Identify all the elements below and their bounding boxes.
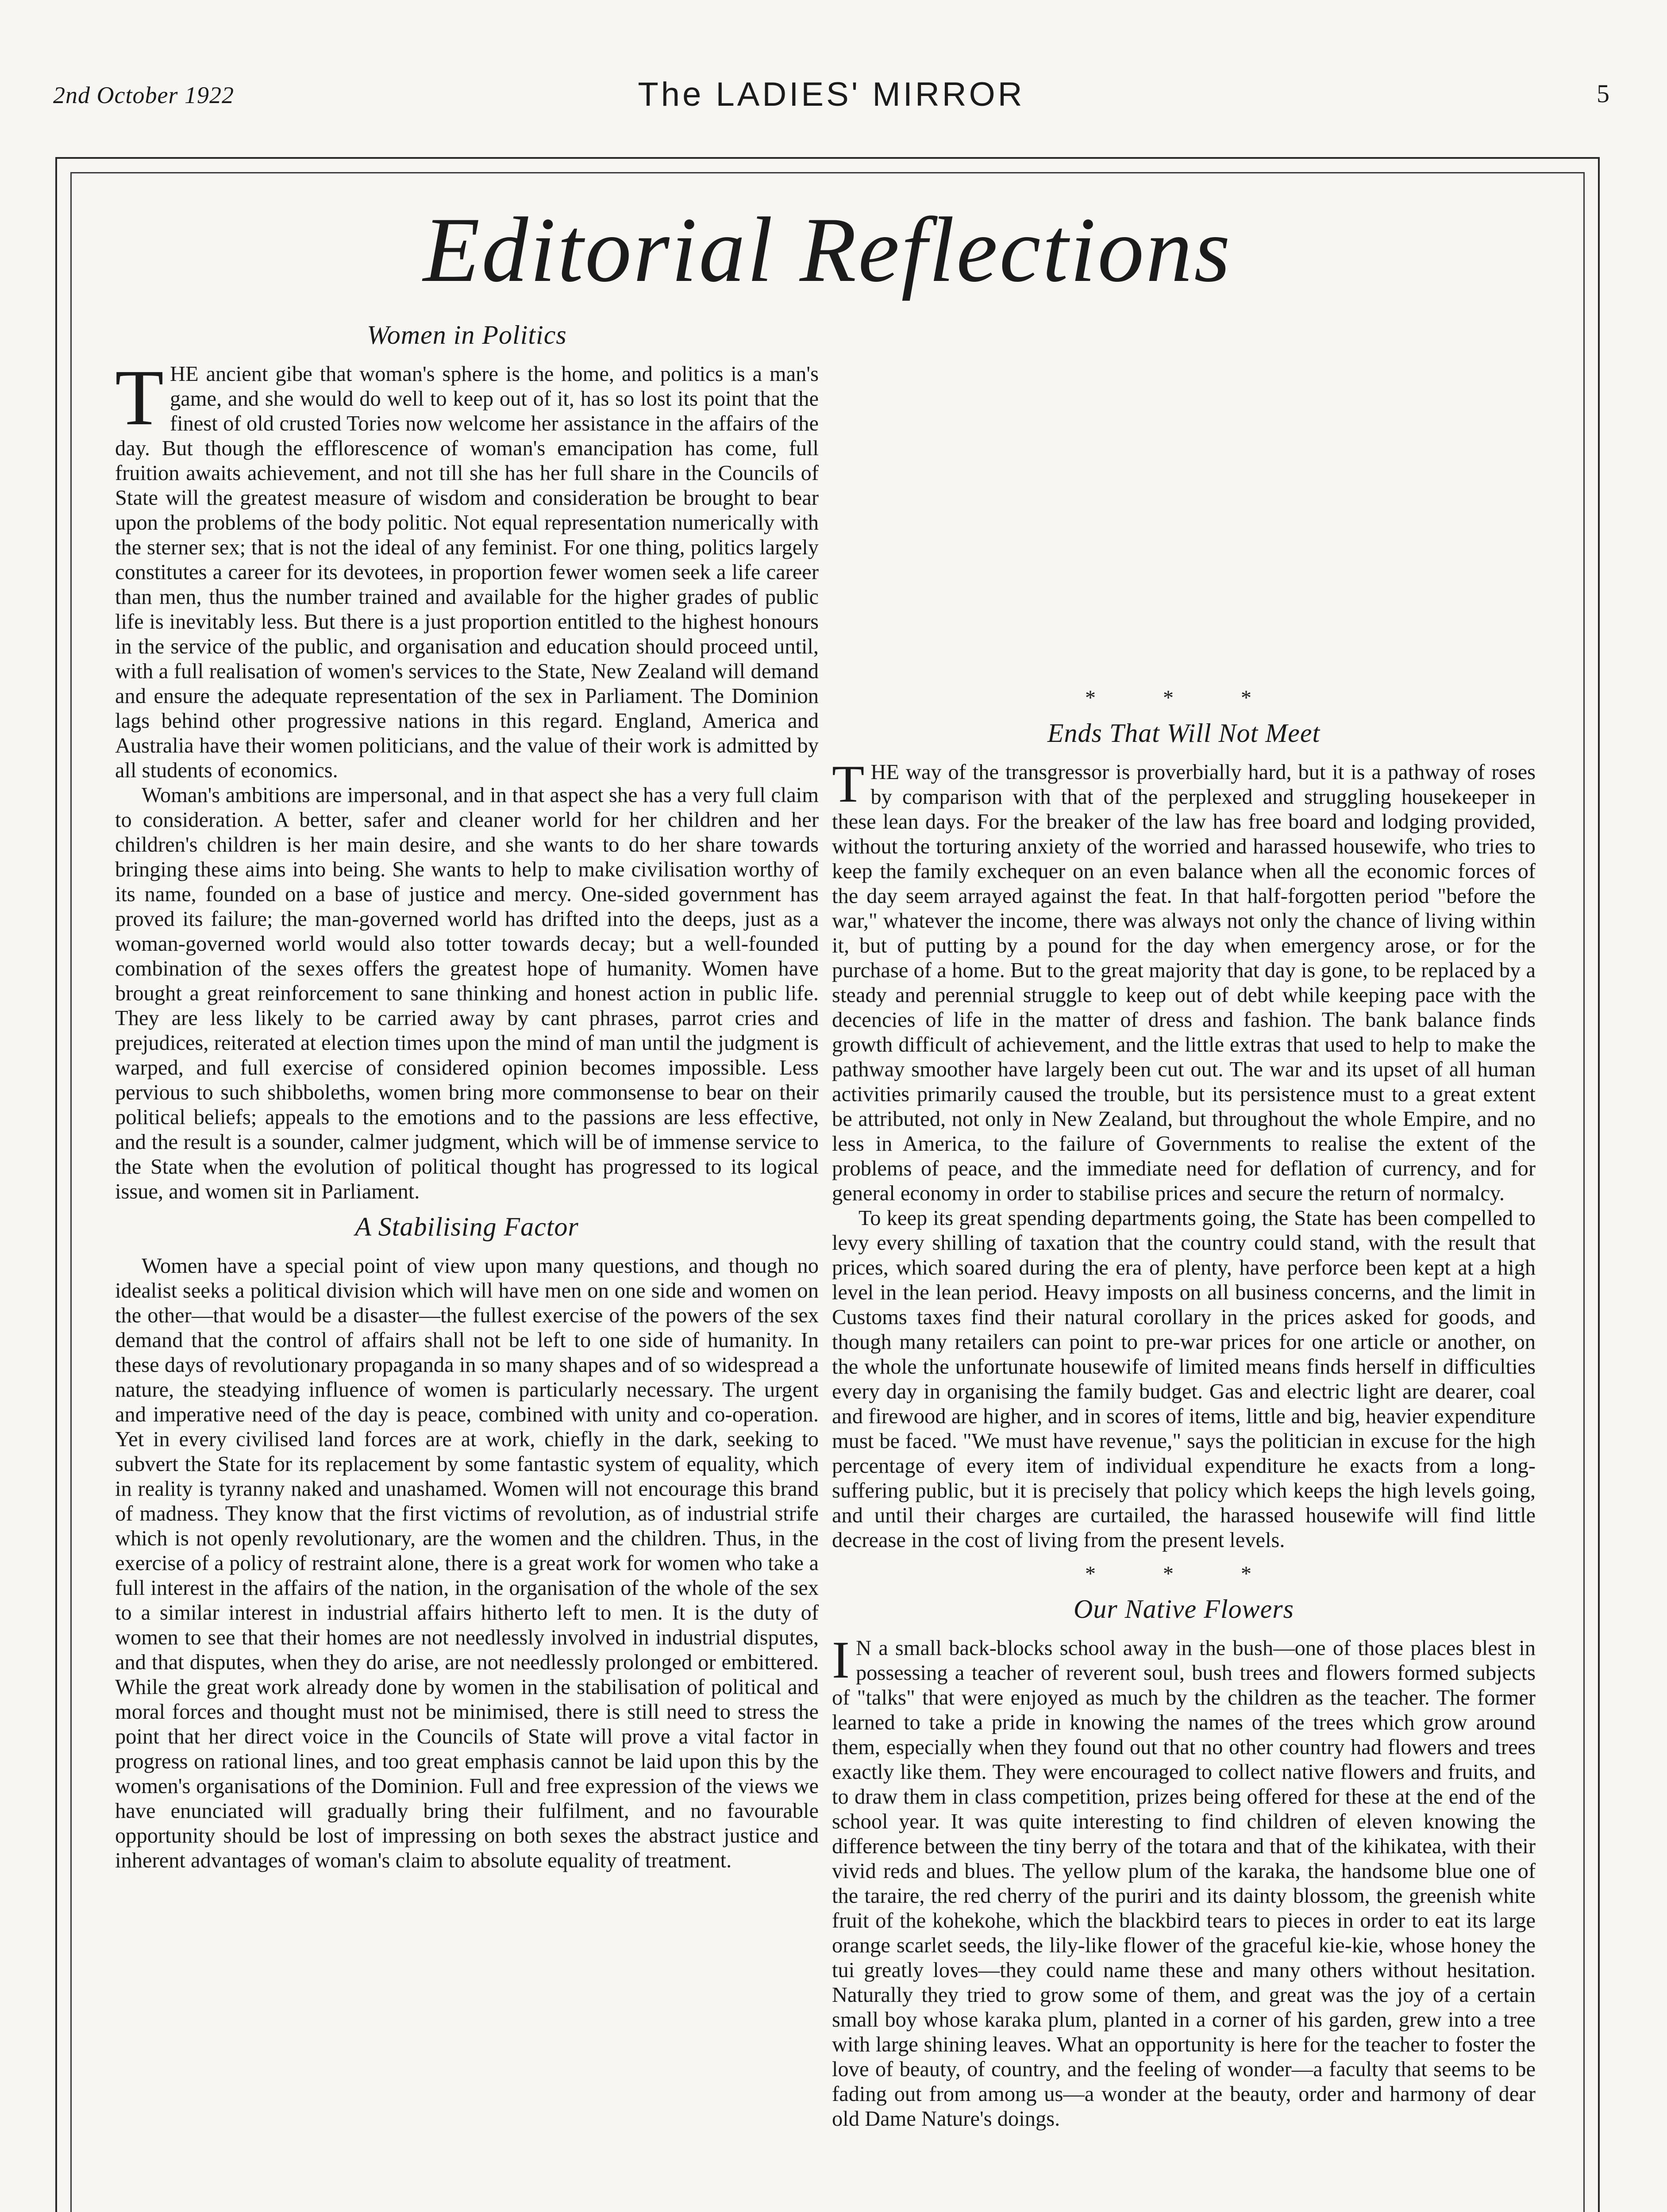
column-left: [115, 319, 819, 1873]
paragraph-text: HE way of the transgressor is proverbially hard, but it is a pathway of roses by comparison with that of the perplexed and struggling housekeeper in these lean days. For the breaker of the law has free board and lodging provided, without the torturing anxiety of the worried and harassed housewife, who tries to keep the family exchequer on an even balance when all the economic forces of the day seem arrayed against the feat. In that half-forgotten period "before the war," whatever the income, there was always not only the chance of living within it, but of putting by a pound for the day when emergency arose, or for the purchase of a home. But to the great majority that day is gone, to be replaced by a steady and perennial struggle to keep out of debt while keeping pace with the decencies of life in the matter of dress and fashion. The bank balance finds growth difficult of achievement, and the little extras that used to help to make the pathway smoother have largely been cut out. The war and its upset of all human activities primarily caused the trouble, but its persistence must to a great extent be attributed, not only in New Zealand, but throughout the whole Empire, and no less in America, to the failure of Governments to realise the extent of the problems of peace, and the immediate need for deflation of currency, and for general economy in order to stabilise prices and secure the return of normalcy.: [832, 760, 1536, 1205]
article-paragraph: To keep its great spending departments going, the State has been compelled to levy every shilling of taxation that the country could stand, with the result that prices, which soared during the era of plenty, have perforce been kept at a high level in the lean period. Heavy imposts on all business concerns, and the limit in Customs taxes find their natural corollary in the prices asked for goods, and though many retailers can point to pre-war prices for one article or another, on the whole the unfortunate housewife of limited means finds herself in difficulties every day in organising the family budget. Gas and electric light are dearer, coal and firewood are higher, and in scores of items, little and big, heavier expenditure must be faced. "We must have revenue," says the politician in excuse for the high percentage of every item of individual expenditure he exacts from a long-suffering public, but it is precisely that policy which keeps the high levels going, and until their charges are curtailed, the harassed housewife will find little decrease in the cost of living from the present levels.: [832, 1206, 1536, 1552]
section-divider-stars: * * *: [1085, 1562, 1282, 1586]
page-number: 5: [1597, 79, 1609, 108]
article-paragraph: [115, 353, 819, 783]
page-headline: Editorial Reflections: [423, 199, 1232, 301]
paragraph-text: N a small back-blocks school away in the bush—one of those places blest in possessing a teacher of reverent soul, bush trees and flowers formed subjects of "talks" that were enjoyed as much by the children as the teacher. The former learned to take a pride in knowing the names of the trees which grow around them, especially when they found out that no other country had flowers and trees exactly like them. They were encouraged to collect native flowers and fruits, and to draw them in class competition, prizes being offered for these at the end of the school year. It was quite interesting to find children of eleven knowing the difference between the tiny berry of the totara and that of the kihikatea, with their vivid reds and blues. The yellow plum of the karaka, the handsome blue one of the taraire, the red cherry of the puriri and its dainty blossom, the greenish white fruit of the kohekohe, which the blackbird tears to pieces in order to eat its large orange scarlet seeds, the lily-like flower of the graceful kie-kie, whose honey the tui greatly loves—they could name these and many others without hesitation. Naturally they tried to grow some of them, and great was the joy of a certain small boy whose karaka plum, planted in a corner of his garden, grew into a tree with large shining leaves. What an opportunity is here for the teacher to foster the love of beauty, of country, and the feeling of wonder—a faculty that seems to be fading out from among us—a wonder at the beauty, order and harmony of dear old Dame Nature's doings.: [832, 1636, 1536, 2131]
drop-cap: T: [115, 353, 164, 442]
article-paragraph: [832, 754, 1536, 1206]
section-divider-stars: * * *: [1085, 686, 1282, 710]
article-paragraph: [832, 1630, 1536, 2131]
drop-cap: T: [832, 754, 865, 813]
section-title-ends-not-meet: Ends That Will Not Meet: [1047, 718, 1321, 748]
section-title-stabilising-factor: A Stabilising Factor: [355, 1212, 579, 1241]
column-right: [832, 686, 1536, 2131]
section-title-native-flowers: Our Native Flowers: [1074, 1594, 1294, 1624]
issue-date: 2nd October 1922: [53, 82, 234, 108]
section-title-women-in-politics: Women in Politics: [367, 320, 567, 349]
article-paragraph: Women have a special point of view upon many questions, and though no idealist seeks a political division which will have men on one side and women on the other—that would be a disaster—the fullest exercise of the powers of the sex demand that the control of affairs shall not be left to one side of humanity. In these days of revolutionary propaganda in so many shapes and of so widespread a nature, the steadying influence of women is particularly necessary. The urgent and imperative need of the day is peace, combined with unity and co-operation. Yet in every civilised land forces are at work, chiefly in the dark, seeking to subvert the State for its replacement by some fantastic system of equality, which in reality is tyranny naked and unashamed. Women will not encourage this brand of madness. They know that the first victims of revolution, as of industrial strife which is not openly revolutionary, are the women and the children. Thus, in the exercise of a policy of restraint alone, there is a great work for women who take a full interest in the affairs of the nation, in the organisation of the whole of the sex to a similar interest in industrial affairs hitherto left to men. It is the duty of women to see that their homes are not needlessly involved in industrial disputes, and that disputes, when they do arise, are not needlessly prolonged or embittered. While the great work already done by women in the stabilisation of political and moral forces and thought must not be minimised, there is still need to stress the point that her direct voice in the Councils of State will prove a vital factor in progress on rational lines, and too great emphasis cannot be laid upon this by the women's organisations of the Dominion. Full and free expression of the views we have enunciated will gradually bring their fulfilment, and no favourable opportunity should be lost of impressing on both sexes the abstract justice and inherent advantages of woman's claim to absolute equality of treatment.: [115, 1254, 819, 1872]
drop-cap: I: [832, 1630, 850, 1689]
article-paragraph: Woman's ambitions are impersonal, and in that aspect she has a very full claim to consideration. A better, safer and cleaner world for her children and her children's children is her main desire, and she wants to do her share towards bringing these aims into being. She wants to help to make civilisation worthy of its name, founded on a base of justice and mercy. One-sided government has proved its failure; the man-governed world has drifted into the deeps, just as a woman-governed world would also totter towards decay; but a well-founded combination of the sexes offers the greatest hope of humanity. Women have brought a great reinforcement to sane thinking and honest action in public life. They are less likely to be carried away by cant phrases, parrot cries and prejudices, reiterated at election times upon the mind of man until the judgment is warped, and full exercise of considered opinion becomes impossible. Less pervious to such shibboleths, women bring more commonsense to bear on their political beliefs; appeals to the emotions and to the passions are less effective, and the result is a sounder, calmer judgment, which will be of immense service to the State when the evolution of political thought has progressed to its logical issue, and women sit in Parliament.: [115, 783, 819, 1203]
running-head: [53, 75, 1609, 124]
paragraph-text: HE ancient gibe that woman's sphere is the home, and politics is a man's game, and she would do well to keep out of it, has so lost its point that the finest of old crusted Tories now welcome her assistance in the affairs of the day. But though the efflorescence of woman's emancipation has come, full fruition awaits achievement, and not till she has her full share in the Councils of State will the greatest measure of wisdom and consideration be brought to bear upon the problems of the body politic. Not equal representation numerically with the sterner sex; that is not the ideal of any feminist. For one thing, politics largely constitutes a career for its devotees, in proportion fewer women seek a life career than men, thus the number trained and available for the higher grades of public life is inevitably less. But there is a just proportion entitled to the highest honours in the service of the public, and organisation and education should proceed until, with a full realisation of women's services to the State, New Zealand will demand and ensure the adequate representation of the sex in Parliament. The Dominion lags behind other progressive nations in this regard. England, America and Australia have their women politicians, and the value of their work is admitted by all students of economics.: [115, 362, 819, 782]
masthead: The LADIES' MIRROR: [638, 76, 1025, 113]
